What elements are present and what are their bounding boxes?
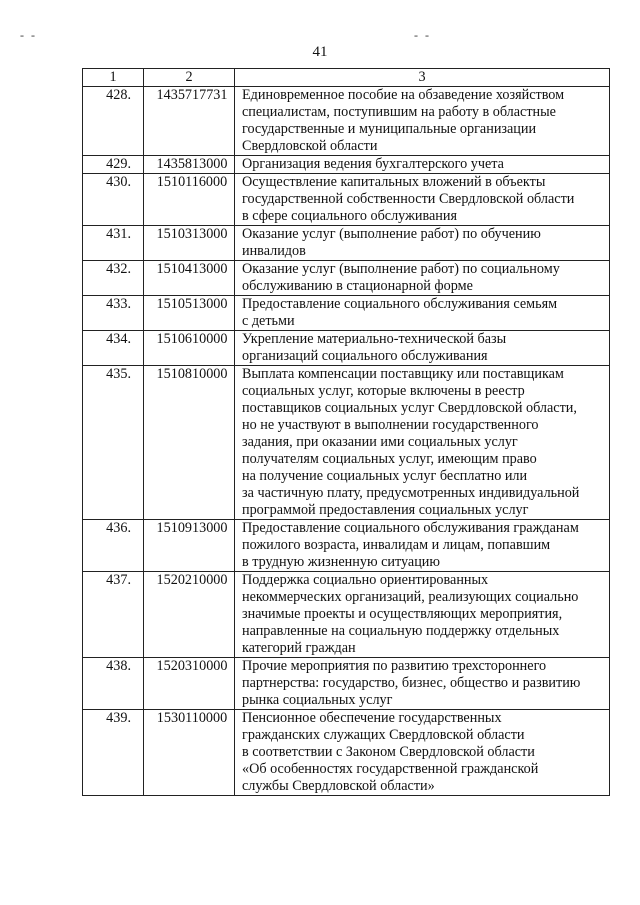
row-code: 1520210000: [144, 572, 235, 658]
description-line: Выплата компенсации поставщику или поставщикам: [242, 366, 564, 382]
description-line: Прочие мероприятия по развитию трехстороннего: [242, 658, 547, 674]
description-line: рынка социальных услуг: [242, 692, 393, 708]
row-description: [235, 174, 610, 226]
description-line: категорий граждан: [242, 640, 356, 656]
description-line: в сфере социального обслуживания: [242, 208, 457, 224]
row-code: 1530110000: [144, 710, 235, 796]
description-line: службы Свердловской области»: [242, 778, 435, 794]
description-line: Предоставление социального обслуживания семьям: [242, 296, 558, 312]
row-code: 1510413000: [144, 261, 235, 296]
description-line: поставщиков социальных услуг Свердловской области,: [242, 400, 577, 416]
description-line: Единовременное пособие на обзаведение хозяйством: [242, 87, 565, 103]
description-line: Поддержка социально ориентированных: [242, 572, 489, 588]
description-line: на получение социальных услуг бесплатно или: [242, 468, 528, 484]
description-line: Оказание услуг (выполнение работ) по обучению: [242, 226, 541, 242]
row-code: 1510810000: [144, 366, 235, 520]
table-row: [83, 156, 610, 174]
row-description: [235, 226, 610, 261]
description-line: пожилого возраста, инвалидам и лицам, попавшим: [242, 537, 551, 553]
description-line: получателям социальных услуг, имеющим право: [242, 451, 537, 467]
description-line: Организация ведения бухгалтерского учета: [242, 156, 504, 172]
header-col-1: 1: [83, 69, 144, 87]
row-number: 432.: [83, 261, 144, 296]
description-line: Укрепление материально-технической базы: [242, 331, 507, 347]
description-line: задания, при оказании ими социальных услуг: [242, 434, 518, 450]
description-line: в трудную жизненную ситуацию: [242, 554, 440, 570]
row-code: 1435717731: [144, 87, 235, 156]
row-number: 428.: [83, 87, 144, 156]
row-description: [235, 572, 610, 658]
header-col-2: 2: [144, 69, 235, 87]
description-line: направленные на социальную поддержку отдельных: [242, 623, 560, 639]
table-row: [83, 87, 610, 156]
row-number: 436.: [83, 520, 144, 572]
description-line: специалистам, поступившим на работу в областные: [242, 104, 556, 120]
description-line: значимые проекты и осуществляющих мероприятия,: [242, 606, 563, 622]
table-header-row: [83, 69, 610, 87]
description-line: за частичную плату, предусмотренных индивидуальной: [242, 485, 580, 501]
row-number: 434.: [83, 331, 144, 366]
description-line: программой предоставления социальных услуг: [242, 502, 529, 518]
row-description: [235, 366, 610, 520]
scan-mark-right: - -: [414, 28, 431, 42]
table-row: [83, 331, 610, 366]
description-line: Свердловской области: [242, 138, 378, 154]
row-number: 439.: [83, 710, 144, 796]
description-line: Оказание услуг (выполнение работ) по социальному: [242, 261, 560, 277]
row-code: 1510913000: [144, 520, 235, 572]
row-code: 1510116000: [144, 174, 235, 226]
row-description: [235, 331, 610, 366]
description-line: Предоставление социального обслуживания гражданам: [242, 520, 579, 536]
table-row: [83, 710, 610, 796]
row-code: 1510513000: [144, 296, 235, 331]
table-row: [83, 520, 610, 572]
description-line: государственные и муниципальные организации: [242, 121, 537, 137]
description-line: Пенсионное обеспечение государственных: [242, 710, 502, 726]
scan-mark-left: - -: [20, 28, 37, 42]
row-code: 1510610000: [144, 331, 235, 366]
description-line: обслуживанию в стационарной форме: [242, 278, 473, 294]
table-row: [83, 296, 610, 331]
description-line: организаций социального обслуживания: [242, 348, 488, 364]
description-line: инвалидов: [242, 243, 306, 259]
row-code: 1510313000: [144, 226, 235, 261]
table-row: [83, 658, 610, 710]
table-row: [83, 174, 610, 226]
table-row: [83, 572, 610, 658]
description-line: государственной собственности Свердловской области: [242, 191, 575, 207]
description-line: гражданских служащих Свердловской области: [242, 727, 525, 743]
description-line: с детьми: [242, 313, 295, 329]
table-row: [83, 226, 610, 261]
table-row: [83, 366, 610, 520]
row-description: [235, 156, 610, 174]
row-code: 1435813000: [144, 156, 235, 174]
description-line: Осуществление капитальных вложений в объекты: [242, 174, 546, 190]
row-description: [235, 520, 610, 572]
row-description: [235, 87, 610, 156]
row-description: [235, 710, 610, 796]
row-description: [235, 296, 610, 331]
description-line: социальных услуг, которые включены в реестр: [242, 383, 525, 399]
page-number: 41: [312, 44, 328, 60]
row-number: 438.: [83, 658, 144, 710]
row-code: 1520310000: [144, 658, 235, 710]
table-row: [83, 261, 610, 296]
row-number: 430.: [83, 174, 144, 226]
description-line: некоммерческих организаций, реализующих социально: [242, 589, 579, 605]
row-number: 431.: [83, 226, 144, 261]
row-number: 429.: [83, 156, 144, 174]
description-line: но не участвуют в выполнении государственного: [242, 417, 539, 433]
description-line: «Об особенностях государственной гражданской: [242, 761, 539, 777]
row-number: 437.: [83, 572, 144, 658]
description-line: партнерства: государство, бизнес, общество и развитию: [242, 675, 581, 691]
budget-codes-table: [82, 68, 610, 796]
header-col-3: 3: [235, 69, 610, 87]
row-description: [235, 261, 610, 296]
description-line: в соответствии с Законом Свердловской области: [242, 744, 535, 760]
row-number: 435.: [83, 366, 144, 520]
row-description: [235, 658, 610, 710]
row-number: 433.: [83, 296, 144, 331]
